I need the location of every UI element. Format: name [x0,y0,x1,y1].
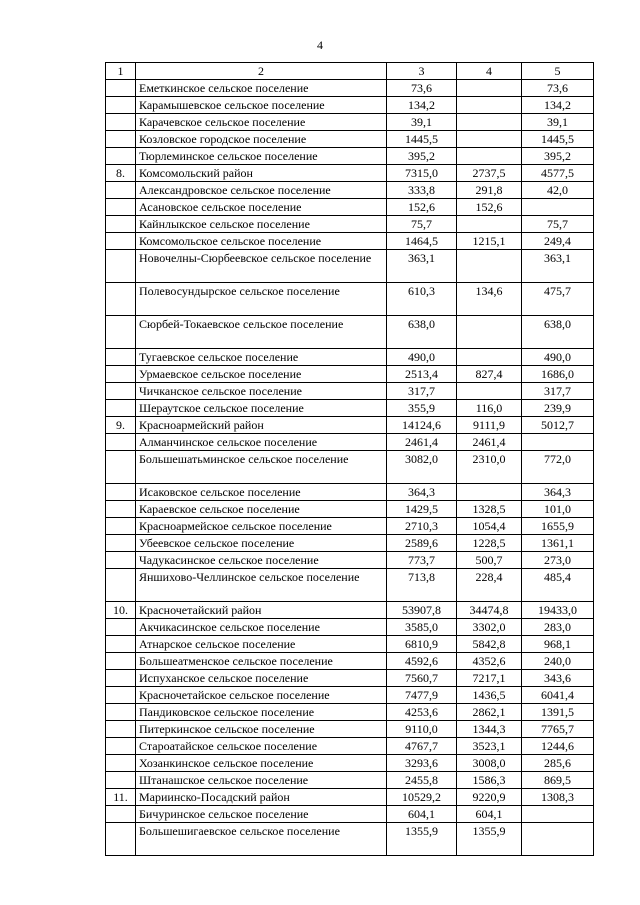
row-name-cell: Сюрбей-Токаевское сельское поселение [136,316,387,349]
row-number-cell [106,383,136,400]
table-row [106,569,594,602]
row-col3-cell: 638,0 [387,316,457,349]
row-col3-cell: 4592,6 [387,653,457,670]
row-col3-cell: 3293,6 [387,755,457,772]
row-number-cell [106,687,136,704]
row-col3-cell: 610,3 [387,283,457,316]
row-number-cell [106,216,136,233]
row-number-cell [106,569,136,602]
row-col4-cell: 1344,3 [457,721,522,738]
table-row [106,400,594,417]
table-row [106,636,594,653]
row-col4-cell: 3302,0 [457,619,522,636]
row-col5-cell [522,806,594,823]
table-row [106,114,594,131]
table-row [106,552,594,569]
row-name-cell: Асановское сельское поселение [136,199,387,216]
row-col4-cell [457,250,522,283]
row-number-cell [106,619,136,636]
table-row [106,823,594,856]
row-col4-cell [457,131,522,148]
row-col4-cell: 3008,0 [457,755,522,772]
table-row [106,199,594,216]
row-col3-cell: 317,7 [387,383,457,400]
row-col3-cell: 713,8 [387,569,457,602]
row-number-cell [106,434,136,451]
row-col3-cell: 604,1 [387,806,457,823]
row-number-cell [106,349,136,366]
row-col3-cell: 152,6 [387,199,457,216]
row-col5-cell: 73,6 [522,80,594,97]
table-row [106,97,594,114]
row-name-cell: Красночетайское сельское поселение [136,687,387,704]
row-col3-cell: 14124,6 [387,417,457,434]
row-col5-cell: 490,0 [522,349,594,366]
row-col4-cell [457,216,522,233]
row-name-cell: Полевосундырское сельское поселение [136,283,387,316]
table-row [106,233,594,250]
row-col5-cell: 364,3 [522,484,594,501]
row-number-cell: 10. [106,602,136,619]
row-name-cell: Комсомольский район [136,165,387,182]
row-col5-cell: 249,4 [522,233,594,250]
row-number-cell [106,400,136,417]
row-name-cell: Красноармейское сельское поселение [136,518,387,535]
row-col5-cell [522,199,594,216]
row-col3-cell: 9110,0 [387,721,457,738]
table-row [106,131,594,148]
row-name-cell: Большеатменское сельское поселение [136,653,387,670]
row-col4-cell: 7217,1 [457,670,522,687]
table-row [106,216,594,233]
row-col4-cell: 34474,8 [457,602,522,619]
row-name-cell: Убеевское сельское поселение [136,535,387,552]
row-col4-cell: 2461,4 [457,434,522,451]
row-col5-cell: 285,6 [522,755,594,772]
table-row [106,451,594,484]
table-row [106,670,594,687]
table-row [106,484,594,501]
row-name-cell: Алманчинское сельское поселение [136,434,387,451]
row-number-cell [106,721,136,738]
row-name-cell: Чичканское сельское поселение [136,383,387,400]
table-row [106,687,594,704]
row-name-cell: Питеркинское сельское поселение [136,721,387,738]
row-number-cell [106,97,136,114]
table-row-district [106,602,594,619]
row-name-cell: Староатайское сельское поселение [136,738,387,755]
row-number-cell [106,670,136,687]
row-name-cell: Караевское сельское поселение [136,501,387,518]
row-col5-cell: 1445,5 [522,131,594,148]
row-col3-cell: 73,6 [387,80,457,97]
row-number-cell [106,131,136,148]
row-number-cell: 9. [106,417,136,434]
table-row-district [106,165,594,182]
row-col4-cell [457,114,522,131]
row-name-cell: Карачевское сельское поселение [136,114,387,131]
row-col5-cell: 101,0 [522,501,594,518]
row-number-cell [106,552,136,569]
table-row [106,366,594,383]
row-number-cell [106,451,136,484]
row-col5-cell: 1361,1 [522,535,594,552]
row-name-cell: Яншихово-Челлинское сельское поселение [136,569,387,602]
row-number-cell [106,535,136,552]
row-col5-cell: 1244,6 [522,738,594,755]
row-col4-cell: 4352,6 [457,653,522,670]
row-col3-cell: 2455,8 [387,772,457,789]
row-name-cell: Красночетайский район [136,602,387,619]
row-number-cell [106,233,136,250]
row-col5-cell: 5012,7 [522,417,594,434]
row-col3-cell: 4253,6 [387,704,457,721]
row-col3-cell: 490,0 [387,349,457,366]
row-number-cell [106,366,136,383]
row-number-cell [106,114,136,131]
row-col5-cell: 395,2 [522,148,594,165]
row-number-cell [106,199,136,216]
row-name-cell: Тюрлеминское сельское поселение [136,148,387,165]
row-col3-cell: 2513,4 [387,366,457,383]
row-col4-cell [457,316,522,349]
row-col4-cell: 152,6 [457,199,522,216]
row-col5-cell: 283,0 [522,619,594,636]
row-number-cell: 11. [106,789,136,806]
row-col5-cell: 363,1 [522,250,594,283]
row-col5-cell: 968,1 [522,636,594,653]
row-col4-cell: 2310,0 [457,451,522,484]
row-col3-cell: 1355,9 [387,823,457,856]
row-col3-cell: 7315,0 [387,165,457,182]
row-col4-cell: 2862,1 [457,704,522,721]
row-col3-cell: 4767,7 [387,738,457,755]
row-name-cell: Пандиковское сельское поселение [136,704,387,721]
row-number-cell [106,182,136,199]
row-number-cell [106,283,136,316]
row-col4-cell [457,349,522,366]
row-col3-cell: 333,8 [387,182,457,199]
column-header: 3 [387,63,457,80]
row-col4-cell: 291,8 [457,182,522,199]
row-name-cell: Большешатьминское сельское поселение [136,451,387,484]
row-col4-cell: 1328,5 [457,501,522,518]
table-row [106,755,594,772]
row-name-cell: Красноармейский район [136,417,387,434]
row-col5-cell: 485,4 [522,569,594,602]
page-number: 4 [317,38,323,52]
table-row [106,80,594,97]
row-col4-cell: 5842,8 [457,636,522,653]
row-col3-cell: 2710,3 [387,518,457,535]
table-row [106,283,594,316]
row-col5-cell: 134,2 [522,97,594,114]
row-col4-cell: 1228,5 [457,535,522,552]
row-col5-cell: 1655,9 [522,518,594,535]
row-name-cell: Испуханское сельское поселение [136,670,387,687]
table-row [106,250,594,283]
row-col3-cell: 39,1 [387,114,457,131]
row-col4-cell: 2737,5 [457,165,522,182]
row-col3-cell: 773,7 [387,552,457,569]
row-col4-cell: 228,4 [457,569,522,602]
row-col5-cell: 4577,5 [522,165,594,182]
table-row [106,772,594,789]
row-name-cell: Козловское городское поселение [136,131,387,148]
row-name-cell: Новочелны-Сюрбеевское сельское поселение [136,250,387,283]
table-row [106,806,594,823]
row-col5-cell: 39,1 [522,114,594,131]
row-col5-cell: 772,0 [522,451,594,484]
row-col4-cell: 1054,4 [457,518,522,535]
row-number-cell [106,755,136,772]
row-name-cell: Шераутское сельское поселение [136,400,387,417]
row-col3-cell: 2589,6 [387,535,457,552]
row-col5-cell: 7765,7 [522,721,594,738]
row-number-cell [106,738,136,755]
row-name-cell: Штанашское сельское поселение [136,772,387,789]
row-col3-cell: 134,2 [387,97,457,114]
row-name-cell: Еметкинское сельское поселение [136,80,387,97]
row-col4-cell: 134,6 [457,283,522,316]
row-col3-cell: 2461,4 [387,434,457,451]
row-col5-cell: 343,6 [522,670,594,687]
table-row [106,316,594,349]
row-col4-cell: 604,1 [457,806,522,823]
row-name-cell: Бичуринское сельское поселение [136,806,387,823]
row-col3-cell: 3082,0 [387,451,457,484]
row-name-cell: Чадукасинское сельское поселение [136,552,387,569]
table-row-district [106,789,594,806]
table-row [106,501,594,518]
row-col3-cell: 75,7 [387,216,457,233]
row-col3-cell: 7560,7 [387,670,457,687]
row-number-cell [106,704,136,721]
row-col4-cell [457,148,522,165]
row-col5-cell: 1391,5 [522,704,594,721]
row-col3-cell: 355,9 [387,400,457,417]
table-row [106,434,594,451]
row-col4-cell: 1586,3 [457,772,522,789]
table-row [106,535,594,552]
row-col4-cell: 1355,9 [457,823,522,856]
row-col4-cell [457,484,522,501]
table-header-row [106,63,594,80]
row-name-cell: Мариинско-Посадский район [136,789,387,806]
row-col5-cell: 6041,4 [522,687,594,704]
row-col4-cell: 827,4 [457,366,522,383]
row-col3-cell: 7477,9 [387,687,457,704]
row-number-cell [106,484,136,501]
row-col5-cell: 19433,0 [522,602,594,619]
row-col3-cell: 53907,8 [387,602,457,619]
table-row [106,383,594,400]
table-row [106,738,594,755]
row-col5-cell: 317,7 [522,383,594,400]
row-col5-cell: 638,0 [522,316,594,349]
row-col3-cell: 1464,5 [387,233,457,250]
row-name-cell: Кайнлыкское сельское поселение [136,216,387,233]
row-col3-cell: 364,3 [387,484,457,501]
row-number-cell [106,806,136,823]
row-col4-cell: 1436,5 [457,687,522,704]
row-col5-cell: 273,0 [522,552,594,569]
table-row [106,704,594,721]
row-col5-cell: 1308,3 [522,789,594,806]
row-name-cell: Урмаевское сельское поселение [136,366,387,383]
row-col4-cell: 3523,1 [457,738,522,755]
row-col5-cell: 239,9 [522,400,594,417]
row-col3-cell: 3585,0 [387,619,457,636]
row-col5-cell [522,823,594,856]
row-col4-cell: 1215,1 [457,233,522,250]
row-number-cell: 8. [106,165,136,182]
row-col3-cell: 363,1 [387,250,457,283]
table-row [106,182,594,199]
row-number-cell [106,518,136,535]
table-row [106,619,594,636]
row-col5-cell: 75,7 [522,216,594,233]
row-col4-cell: 9220,9 [457,789,522,806]
table-row [106,148,594,165]
row-name-cell: Акчикасинское сельское поселение [136,619,387,636]
row-name-cell: Большешигаевское сельское поселение [136,823,387,856]
table-row [106,653,594,670]
row-col4-cell: 500,7 [457,552,522,569]
row-name-cell: Хозанкинское сельское поселение [136,755,387,772]
row-col5-cell: 240,0 [522,653,594,670]
row-number-cell [106,772,136,789]
table-row [106,349,594,366]
row-number-cell [106,636,136,653]
row-number-cell [106,823,136,856]
row-number-cell [106,250,136,283]
row-name-cell: Карамышевское сельское поселение [136,97,387,114]
table-row [106,518,594,535]
row-col5-cell [522,434,594,451]
row-col5-cell: 1686,0 [522,366,594,383]
row-number-cell [106,80,136,97]
row-col5-cell: 869,5 [522,772,594,789]
row-col3-cell: 10529,2 [387,789,457,806]
row-number-cell [106,653,136,670]
row-col4-cell [457,80,522,97]
budget-table [105,62,594,856]
row-col4-cell [457,97,522,114]
row-col5-cell: 475,7 [522,283,594,316]
row-name-cell: Комсомольское сельское поселение [136,233,387,250]
row-number-cell [106,316,136,349]
column-header: 2 [136,63,387,80]
row-col3-cell: 1445,5 [387,131,457,148]
row-name-cell: Исаковское сельское поселение [136,484,387,501]
row-col4-cell: 9111,9 [457,417,522,434]
row-col4-cell [457,383,522,400]
column-header: 5 [522,63,594,80]
table-row [106,721,594,738]
row-name-cell: Александровское сельское поселение [136,182,387,199]
row-name-cell: Тугаевское сельское поселение [136,349,387,366]
row-col3-cell: 1429,5 [387,501,457,518]
column-header: 1 [106,63,136,80]
row-col3-cell: 395,2 [387,148,457,165]
row-name-cell: Атнарское сельское поселение [136,636,387,653]
column-header: 4 [457,63,522,80]
row-number-cell [106,148,136,165]
row-number-cell [106,501,136,518]
table-row-district [106,417,594,434]
row-col3-cell: 6810,9 [387,636,457,653]
row-col4-cell: 116,0 [457,400,522,417]
row-col5-cell: 42,0 [522,182,594,199]
